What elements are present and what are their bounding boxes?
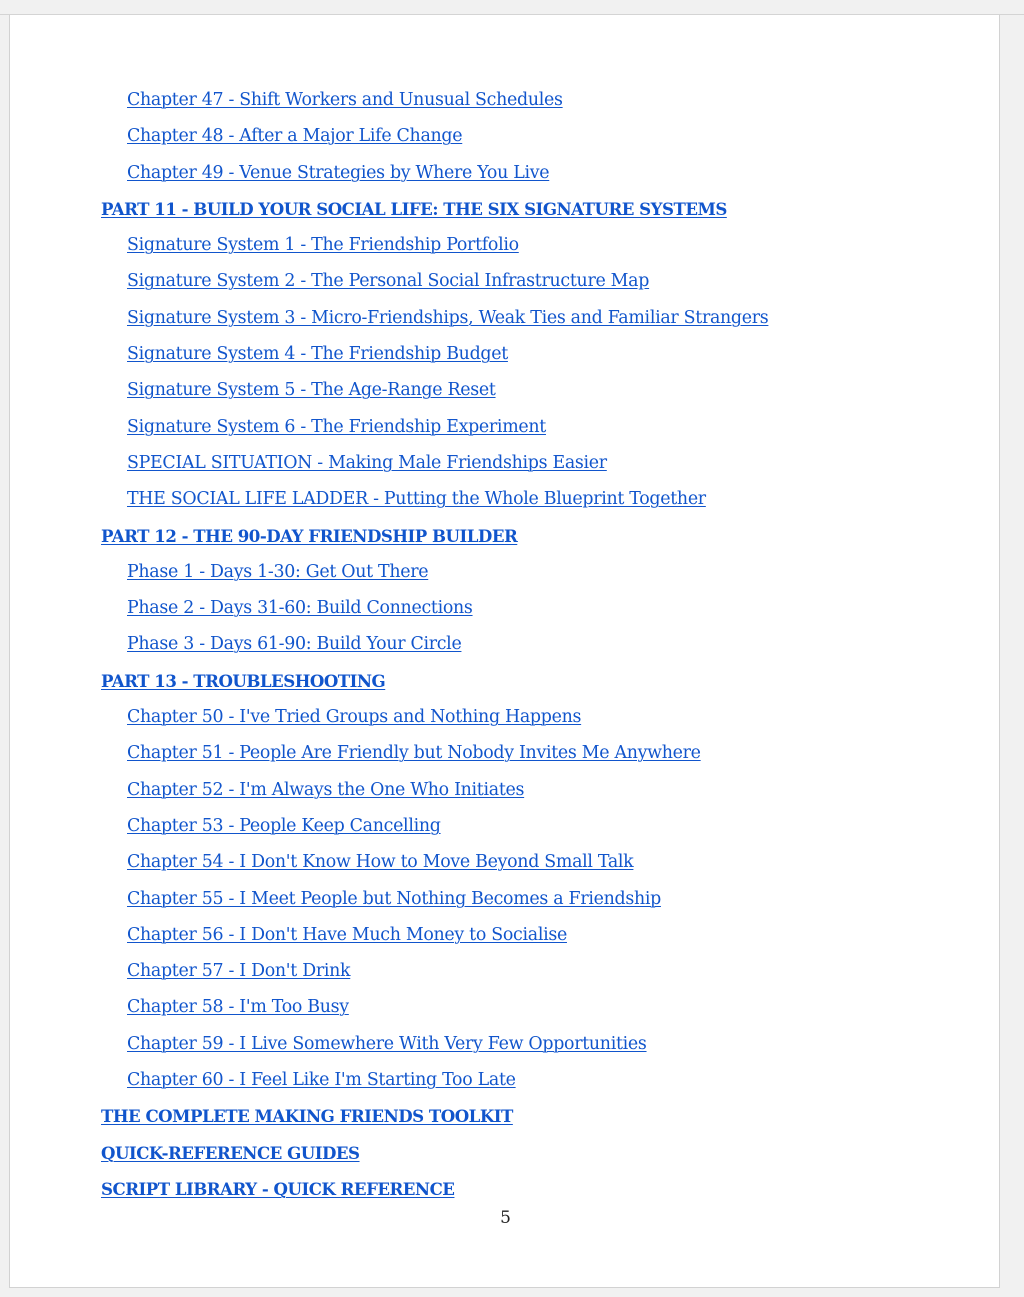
toc-chapter-entry <box>10 887 999 923</box>
toc-chapter-entry <box>10 814 999 850</box>
page-number: 5 <box>500 1208 511 1228</box>
toc-chapter-link[interactable]: Chapter 47 - Shift Workers and Unusual Schedules <box>127 90 563 110</box>
toc-chapter-entry <box>10 487 999 523</box>
toc-part-entry <box>10 524 999 560</box>
toc-chapter-entry <box>10 378 999 414</box>
toc-chapter-entry <box>10 161 999 197</box>
toc-chapter-link[interactable]: Signature System 4 - The Friendship Budget <box>127 344 508 365</box>
toc-part-entry <box>10 1104 999 1140</box>
toc-chapter-entry <box>10 995 999 1031</box>
toc-chapter-link[interactable]: Chapter 51 - People Are Friendly but Nobody Invites Me Anywhere <box>127 743 701 764</box>
toc-chapter-link[interactable]: Phase 3 - Days 61-90: Build Your Circle <box>127 634 462 655</box>
toc-chapter-link[interactable]: Phase 2 - Days 31-60: Build Connections <box>127 598 473 619</box>
table-of-contents <box>10 88 999 1213</box>
toc-chapter-entry <box>10 269 999 305</box>
toc-part-link[interactable]: PART 12 - THE 90-DAY FRIENDSHIP BUILDER <box>101 525 518 546</box>
toc-chapter-link[interactable]: Chapter 58 - I'm Too Busy <box>127 997 349 1018</box>
toc-chapter-entry <box>10 415 999 451</box>
toc-chapter-entry <box>10 342 999 378</box>
toc-chapter-entry <box>10 1032 999 1068</box>
toc-chapter-link[interactable]: Chapter 60 - I Feel Like I'm Starting Too Late <box>127 1070 516 1091</box>
toc-chapter-link[interactable]: Chapter 50 - I've Tried Groups and Nothing Happens <box>127 707 582 728</box>
toc-part-link[interactable]: PART 13 - TROUBLESHOOTING <box>101 670 386 691</box>
toc-chapter-entry <box>10 850 999 886</box>
toc-chapter-link[interactable]: Signature System 1 - The Friendship Portfolio <box>127 235 519 256</box>
toc-chapter-entry <box>10 124 999 160</box>
toc-chapter-entry <box>10 741 999 777</box>
toc-chapter-entry <box>10 632 999 668</box>
toc-part-link[interactable]: THE COMPLETE MAKING FRIENDS TOOLKIT <box>101 1106 513 1127</box>
toc-chapter-link[interactable]: THE SOCIAL LIFE LADDER - Putting the Whole Blueprint Together <box>127 489 706 510</box>
toc-chapter-link[interactable]: Chapter 54 - I Don't Know How to Move Beyond Small Talk <box>127 852 634 873</box>
toc-chapter-link[interactable]: Chapter 49 - Venue Strategies by Where You Live <box>127 162 550 183</box>
toc-chapter-entry <box>10 705 999 741</box>
toc-chapter-entry <box>10 923 999 959</box>
toc-chapter-link[interactable]: Chapter 53 - People Keep Cancelling <box>127 815 441 836</box>
toc-part-entry <box>10 197 999 233</box>
toc-chapter-link[interactable]: Signature System 3 - Micro-Friendships, Weak Ties and Familiar Strangers <box>127 307 769 328</box>
previous-page-edge <box>0 0 1024 15</box>
toc-part-entry <box>10 1141 999 1177</box>
toc-chapter-link[interactable]: Phase 1 - Days 1-30: Get Out There <box>127 561 429 582</box>
toc-chapter-link[interactable]: Chapter 52 - I'm Always the One Who Initiates <box>127 779 525 800</box>
toc-part-entry <box>10 669 999 705</box>
toc-chapter-entry <box>10 306 999 342</box>
toc-part-link[interactable]: PART 11 - BUILD YOUR SOCIAL LIFE: THE SIX SIGNATURE SYSTEMS <box>101 198 727 219</box>
document-page <box>9 15 1000 1288</box>
toc-part-link[interactable]: SCRIPT LIBRARY - QUICK REFERENCE <box>101 1178 455 1199</box>
toc-chapter-link[interactable]: Chapter 48 - After a Major Life Change <box>127 126 463 147</box>
toc-chapter-link[interactable]: Signature System 2 - The Personal Social Infrastructure Map <box>127 271 650 292</box>
toc-chapter-entry <box>10 778 999 814</box>
toc-chapter-entry <box>10 560 999 596</box>
toc-chapter-entry <box>10 88 999 124</box>
toc-chapter-link[interactable]: Signature System 5 - The Age-Range Reset <box>127 380 496 401</box>
toc-chapter-link[interactable]: SPECIAL SITUATION - Making Male Friendships Easier <box>127 452 607 473</box>
toc-chapter-link[interactable]: Chapter 56 - I Don't Have Much Money to Socialise <box>127 924 567 945</box>
toc-chapter-link[interactable]: Chapter 57 - I Don't Drink <box>127 961 351 982</box>
toc-chapter-entry <box>10 959 999 995</box>
toc-chapter-entry <box>10 1068 999 1104</box>
toc-chapter-link[interactable]: Signature System 6 - The Friendship Experiment <box>127 416 546 437</box>
toc-chapter-link[interactable]: Chapter 55 - I Meet People but Nothing Becomes a Friendship <box>127 888 661 909</box>
toc-part-link[interactable]: QUICK-REFERENCE GUIDES <box>101 1142 360 1163</box>
toc-chapter-entry <box>10 451 999 487</box>
toc-chapter-entry <box>10 233 999 269</box>
toc-chapter-entry <box>10 596 999 632</box>
toc-chapter-link[interactable]: Chapter 59 - I Live Somewhere With Very Few Opportunities <box>127 1033 647 1054</box>
